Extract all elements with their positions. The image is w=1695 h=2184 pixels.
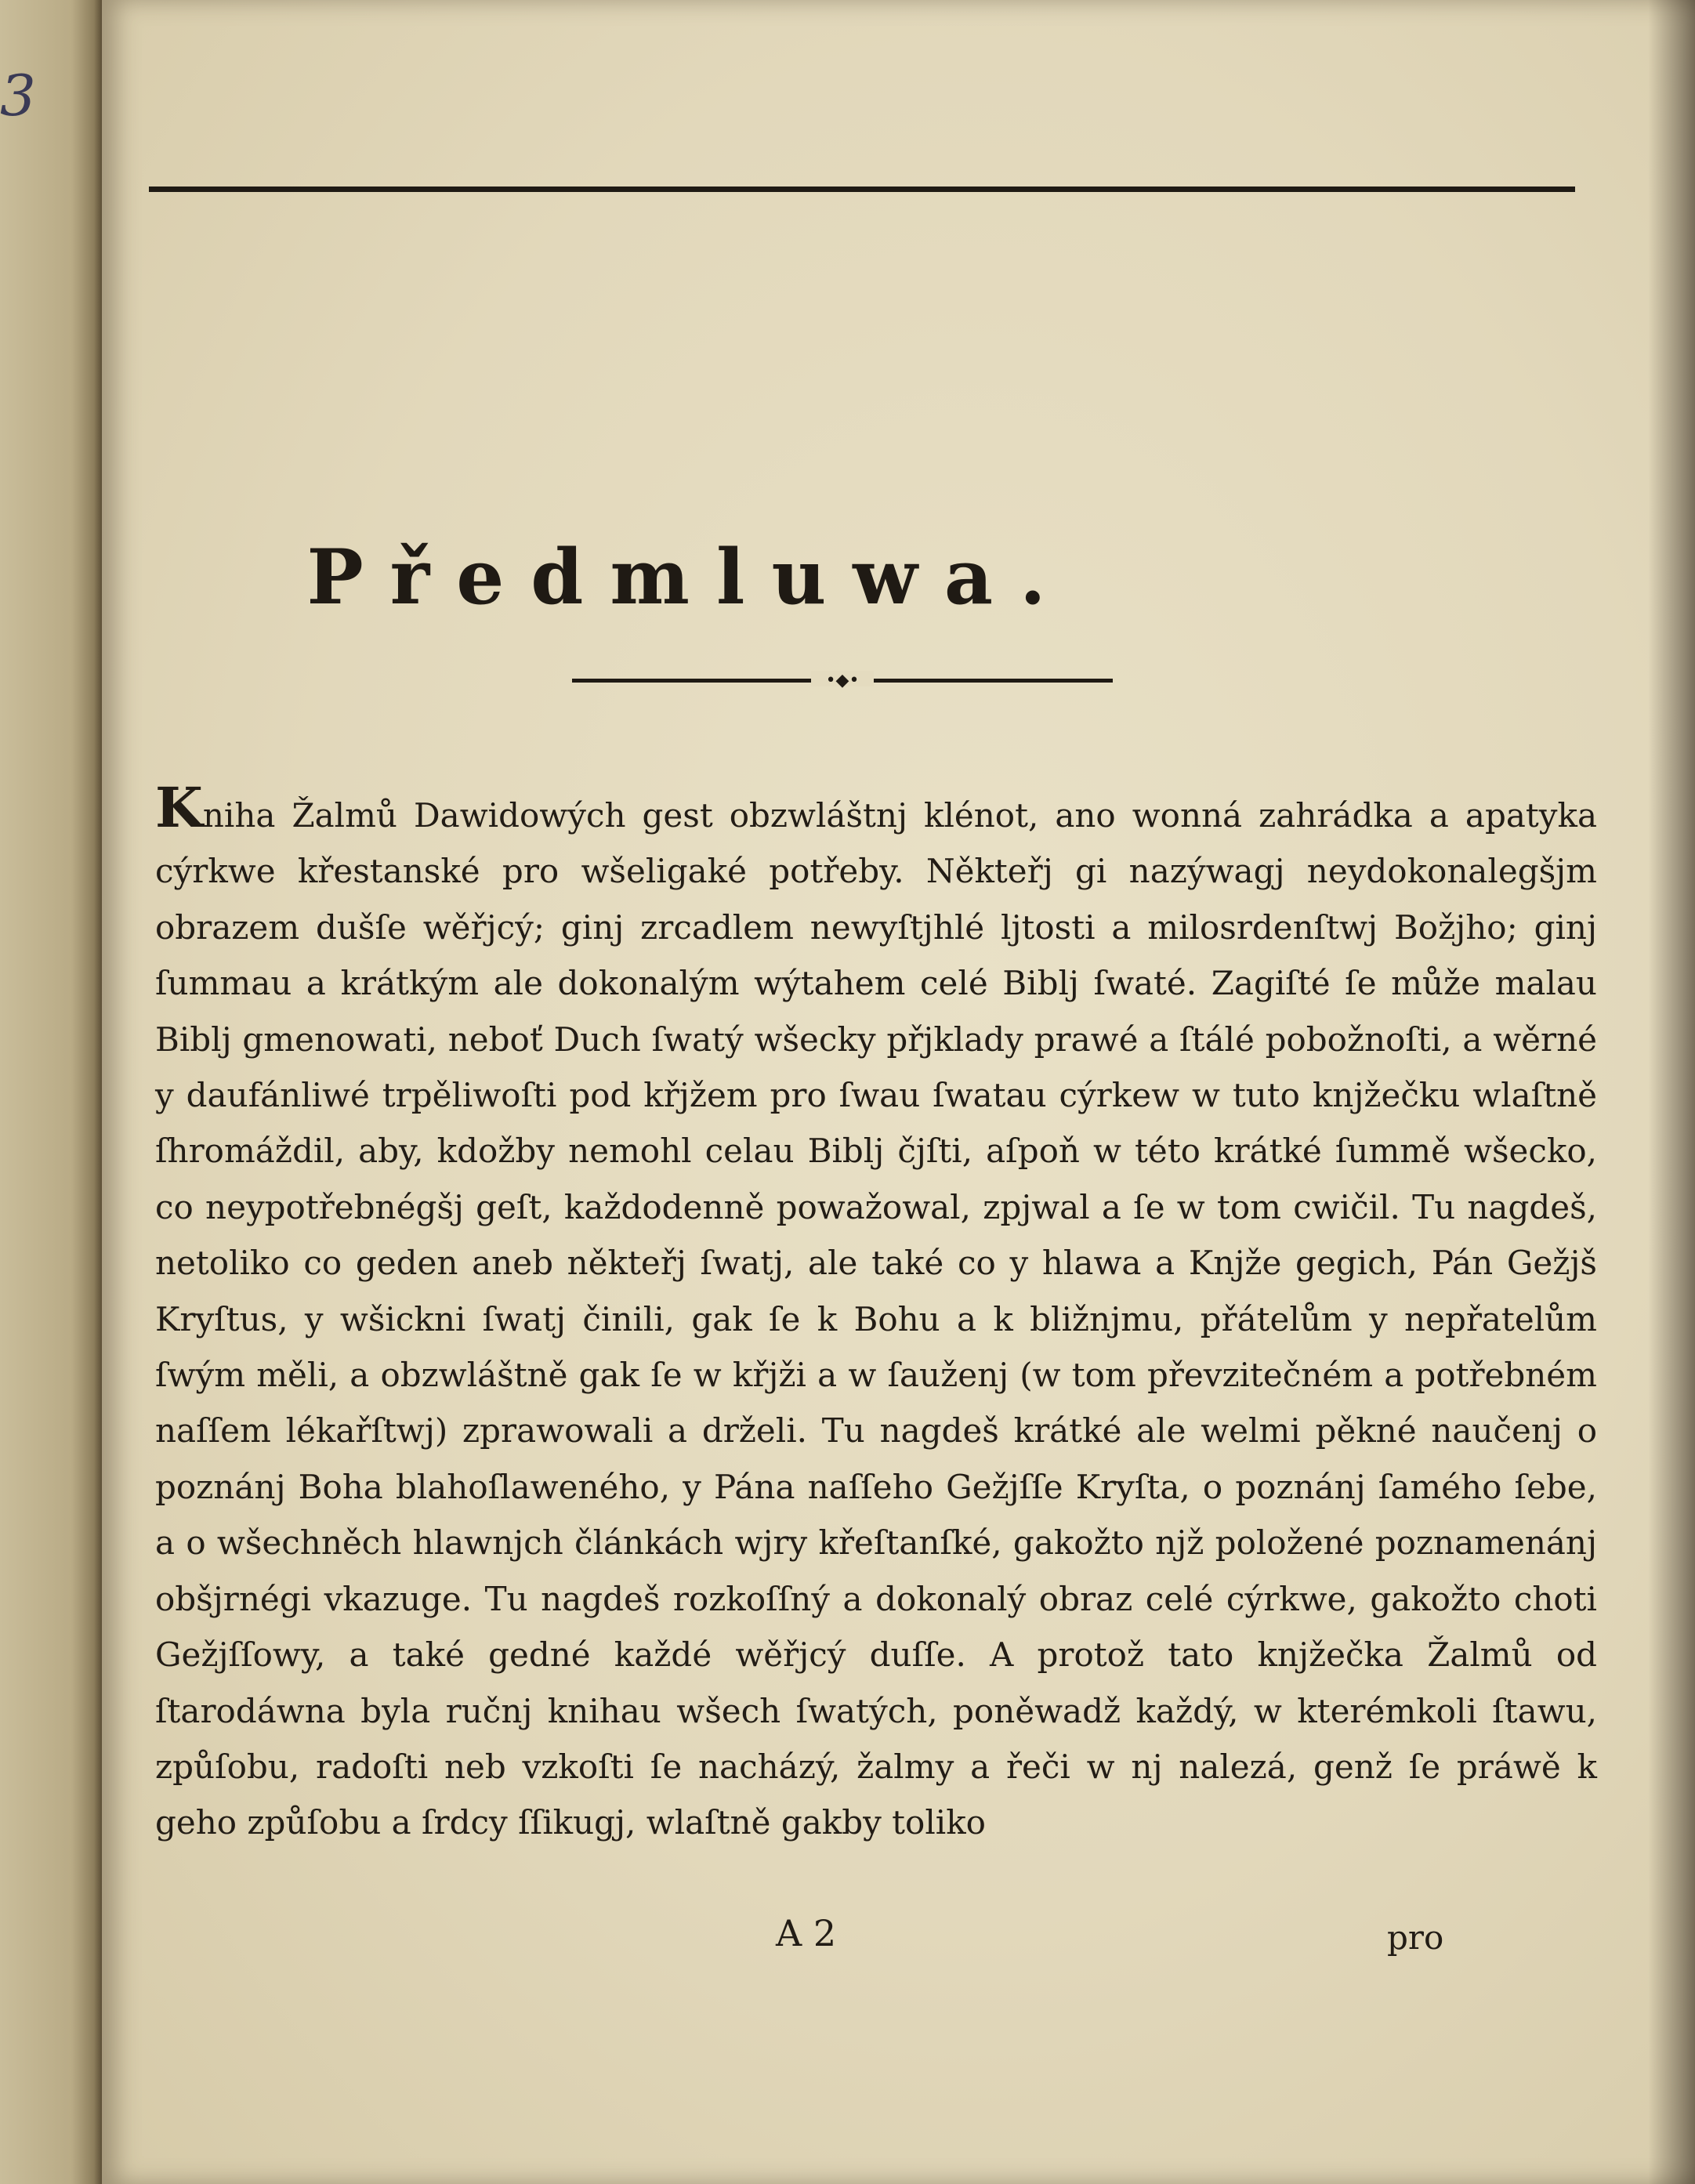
facing-page-edge [0,0,102,2184]
margin-page-number: 3 [0,63,36,129]
preface-paragraph-text: niha Žalmů Dawidowých gest obzwláštnj klénot, ano wonná zahrádka a apatyka cýrkwe křestanské pro wšeligaké potřeby. Někteřj gi nazýwagj neydokonalegšjm obrazem dušſe wěřjcý; ginj zrcadlem newyſtjhlé ljtosti a milosrdenſtwj Božjho; ginj ſummau a krátkým ale dokonalým wýtahem celé Biblj ſwaté. Zagiſté ſe může malau Biblj gmenowati, neboť Duch ſwatý wšecky přjklady prawé a ſtálé pobožnoſti, a wěrné y daufánliwé trpěliwoſti pod křjžem pro ſwau ſwatau cýrkew w tuto knjžečku wlaſtně ſhromáždil, aby, kdožby nemohl celau Biblj čjſti, aſpoň w této krátké ſummě wšecko, co neypotřebnégšj geſt, každodenně powažowal, zpjwal a ſe w tom cwičil. Tu nagdeš, netoliko co geden aneb někteřj ſwatj, ale také co y hlawa a Knjže gegich, Pán Gežjš Kryſtus, y wšickni ſwatj činili, gak ſe k Bohu a k bližnjmu, přátelům y nepřatelům ſwým měli, a obzwláštně gak ſe w křjži a w ſauženj (w tom převzitečném a potřebném naſſem lékařſtwj) zprawowali a drželi. Tu nagdeš krátké ale welmi pěkné naučenj o poznánj Boha blahoſlaweného, y Pána naſſeho Gežjſſe Kryſta, o poznánj ſamého ſebe, a o wšechněch hlawnjch článkách wjry křeſtanſké, gakožto njž položené poznamenánj obšjrnégi vkazuge. Tu nagdeš rozkoſſný a dokonalý obraz celé cýrkwe, gakožto choti Gežjſſowy, a také gedné každé wěřjcý duſſe. A protož tato knjžečka Žalmů od ſtarodáwna byla ručnj knihau wšech ſwatých, poněwadž každý, w kterémkoli ſtawu, způſobu, radoſti neb vzkoſti ſe nacházý, žalmy a řeči w nj nalezá, genž ſe práwě k geho způſobu a ſrdcy ſſikugj, wlaſtně gakby toliko [155,796,1597,1842]
preface-body [155,775,1597,1851]
title-divider-ornament: •◆• [811,671,874,686]
header-rule [149,187,1575,192]
signature-mark: A 2 [776,1912,837,1954]
book-page [102,0,1695,2184]
page-title: Předmluwa. [306,533,1073,621]
page-edge-shadow [1648,0,1695,2184]
preface-paragraph [155,775,1597,1851]
drop-cap: K [155,775,203,840]
catchword: pro [1387,1918,1444,1957]
